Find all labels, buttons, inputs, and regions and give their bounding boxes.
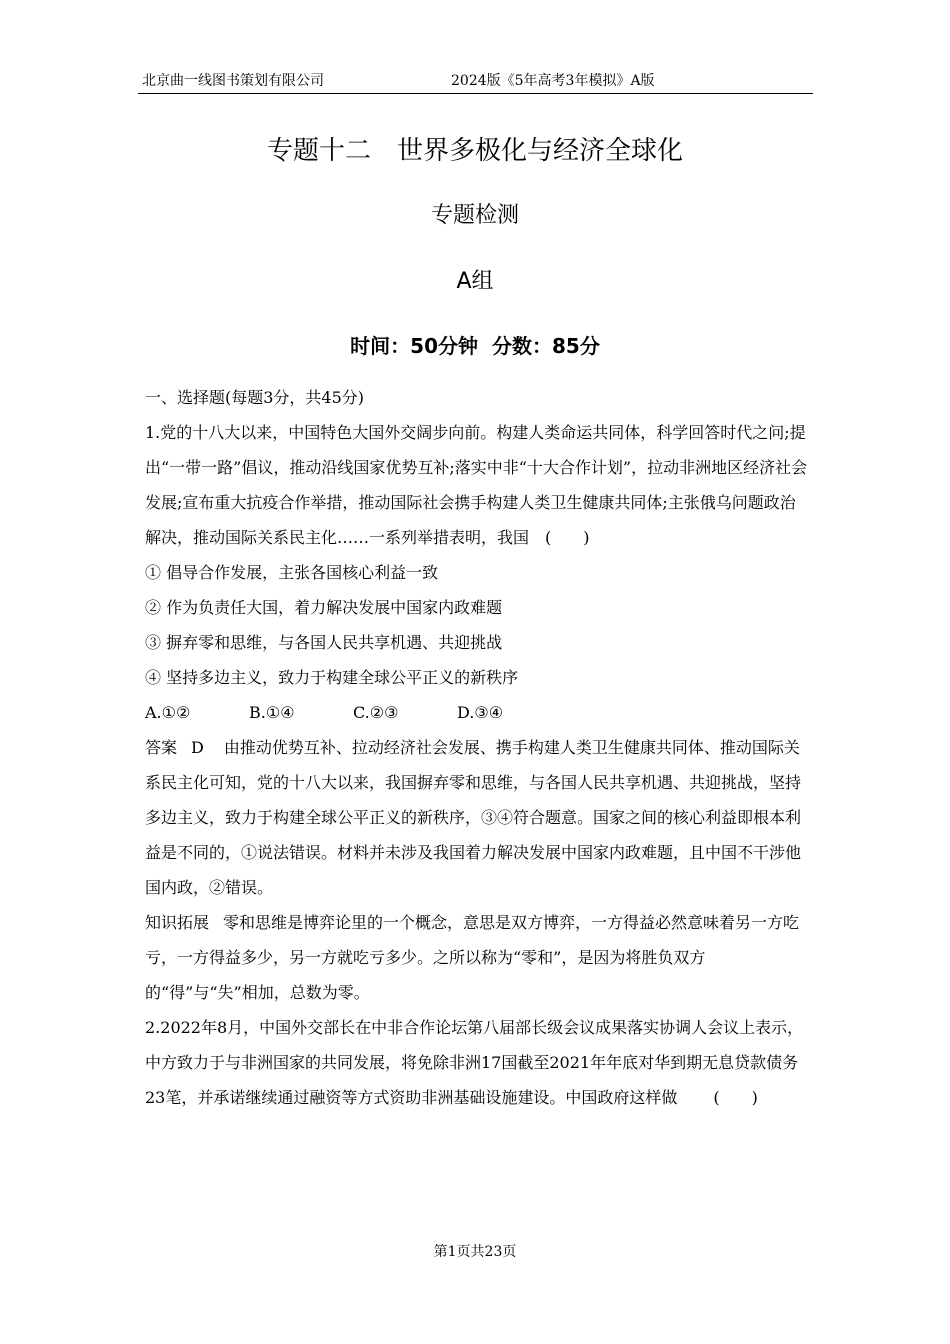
chapter-title	[0, 133, 950, 169]
section-heading: 一、选择题(每题3分，共45分)	[145, 388, 365, 407]
time-score-line	[0, 332, 950, 360]
header-book-title: 2024版《5年高考3年模拟》A版	[451, 73, 655, 89]
answer-blank: ( )	[713, 1088, 758, 1107]
section-title: 专题检测	[430, 203, 519, 228]
question-1-options	[145, 695, 810, 730]
question-1-item-4: ④ 坚持多边主义，致力于构建全球公平正义的新秩序	[145, 668, 519, 687]
answer-explanation: 由推动优势互补、拉动经济社会发展、携手构建人类卫生健康共同体、推动国际关系民主化可知，党的十八大以来，我国摒弃零和思维，与各国人民共享机遇、共迎挑战，坚持多边主义，致力于构建全球公平正义的新秩序，③④符合题意。国家之间的核心利益即根本利益是不同的，①说法错误。材料并未涉及我国着力解决发展中国家内政难题，且中国不干涉他国内政，②错误。	[145, 738, 802, 897]
page-number: 第1页共23页	[433, 1244, 517, 1260]
question-1-stem: 1.党的十八大以来，中国特色大国外交阔步向前。构建人类命运共同体，科学回答时代之问;提出“一带一路”倡议，推动沿线国家优势互补;落实中非“十大合作计划”，拉动非洲地区经济社会发展;宣布重大抗疫合作举措，推动国际社会携手构建人类卫生健康共同体;主张俄乌问题政治解决，推动国际关系民主化……一系列举措表明，我国 ( )	[145, 423, 808, 547]
extension-text: 零和思维是博弈论里的一个概念，意思是双方博弈，一方得益必然意味着另一方吃亏，一方得益多少，另一方就吃亏多少。之所以称为“零和”，是因为将胜负双方的“得”与“失”相加，总数为零。	[145, 913, 800, 1002]
chapter-number: 专题十二	[266, 136, 371, 166]
answer-letter: D	[191, 738, 204, 757]
page-header	[138, 70, 813, 94]
option-d: D.③④	[457, 703, 504, 722]
question-1-item-1: ① 倡导合作发展，主张各国核心利益一致	[145, 563, 439, 582]
question-1-answer	[145, 730, 810, 905]
option-b: B.①④	[249, 703, 295, 722]
option-a: A.①②	[145, 703, 191, 722]
group-title: A组	[456, 269, 494, 294]
knowledge-extension	[145, 905, 810, 1010]
question-2-stem	[145, 1010, 810, 1115]
question-2-text: 2.2022年8月，中国外交部长在中非合作论坛第八届部长级会议成果落实协调人会议上表示，中方致力于与非洲国家的共同发展，将免除非洲17国截至2021年年底对华到期无息贷款债务23笔，并承诺继续通过融资等方式资助非洲基础设施建设。中国政府这样做	[145, 1018, 804, 1107]
question-1-item-2: ② 作为负责任大国，着力解决发展中国家内政难题	[145, 598, 503, 617]
option-c: C.②③	[353, 703, 399, 722]
question-1-item-3: ③ 摒弃零和思维，与各国人民共享机遇、共迎挑战	[145, 633, 503, 652]
exam-content	[145, 380, 810, 1115]
answer-label: 答案	[145, 738, 178, 757]
extension-label: 知识拓展	[145, 913, 210, 932]
chapter-name: 世界多极化与经济全球化	[397, 136, 684, 166]
header-publisher: 北京曲一线图书策划有限公司	[142, 73, 324, 89]
total-score: 分数：85分	[492, 334, 600, 358]
time-limit: 时间：50分钟	[350, 334, 478, 358]
